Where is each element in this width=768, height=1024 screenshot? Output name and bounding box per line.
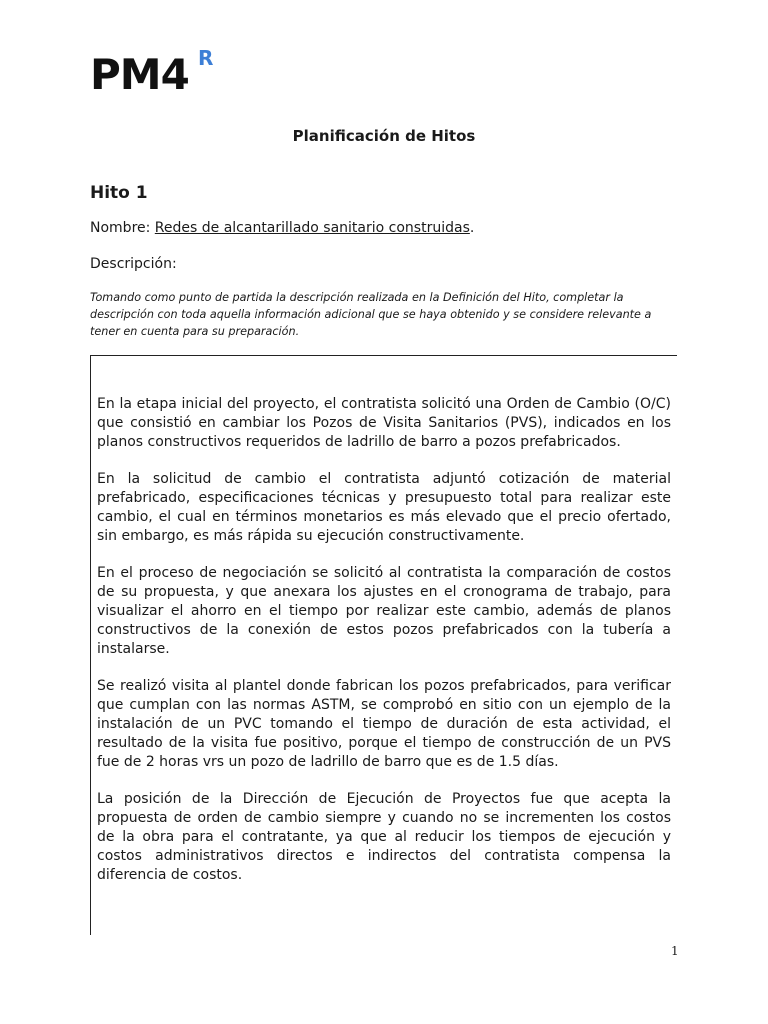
instruction-text: Tomando como punto de partida la descripción realizada en la Definición del Hito, completar la descripción con toda aquella información adicional que se haya obtenido y se considere relevante a tener en cuenta para su preparación. (90, 291, 652, 338)
page-number: 1 (671, 944, 679, 958)
milestone-name-line (90, 220, 474, 236)
description-paragraph: La posición de la Dirección de Ejecución de Proyectos fue que acepta la propuesta de orden de cambio siempre y cuando no se incrementen los costos de la obra para el contratante, ya que al reducir los tiempos de ejecución y costos administrativos directos e indirectos del contratista compensa la diferencia de costos. (97, 791, 671, 883)
description-paragraph: En la etapa inicial del proyecto, el contratista solicitó una Orden de Cambio (O/C) que consistió en cambiar los Pozos de Visita Sanitarios (PVS), indicados en los planos constructivos requeridos de ladrillo de barro a pozos prefabricados. (97, 396, 671, 450)
milestone-name-end: . (469, 220, 475, 236)
document-title: Planificación de Hitos (292, 127, 476, 145)
description-content (97, 395, 671, 903)
company-logo (90, 46, 230, 106)
logo-superscript: R (198, 46, 214, 70)
milestone-name-label: Nombre: (90, 220, 155, 236)
description-box (90, 355, 677, 935)
milestone-name-value: Redes de alcantarillado sanitario construidas (154, 220, 470, 236)
description-paragraph: Se realizó visita al plantel donde fabrican los pozos prefabricados, para verificar que cumplan con las normas ASTM, se comprobó en sitio con un ejemplo de la instalación de un PVC tomando el tiempo de duración de esta actividad, el resultado de la visita fue positivo, porque el tiempo de construcción de un PVS fue de 2 horas vrs un pozo de ladrillo de barro que es de 1.5 días. (97, 678, 671, 770)
description-paragraph: En el proceso de negociación se solicitó al contratista la comparación de costos de su propuesta, y que anexara los ajustes en el cronograma de trabajo, para visualizar el ahorro en el tiempo por realizar este cambio, además de planos constructivos de la conexión de estos pozos prefabricados con la tubería a instalarse. (97, 565, 671, 657)
milestone-heading: Hito 1 (90, 183, 148, 203)
description-paragraph: En la solicitud de cambio el contratista adjuntó cotización de material prefabricado, especificaciones técnicas y presupuesto total para realizar este cambio, el cual en términos monetarios es más elevado que el precio ofertado, sin embargo, es más rápida su ejecución constructivamente. (97, 471, 671, 544)
logo-wordmark: PM4 (90, 50, 189, 99)
description-label: Descripción: (90, 256, 177, 272)
